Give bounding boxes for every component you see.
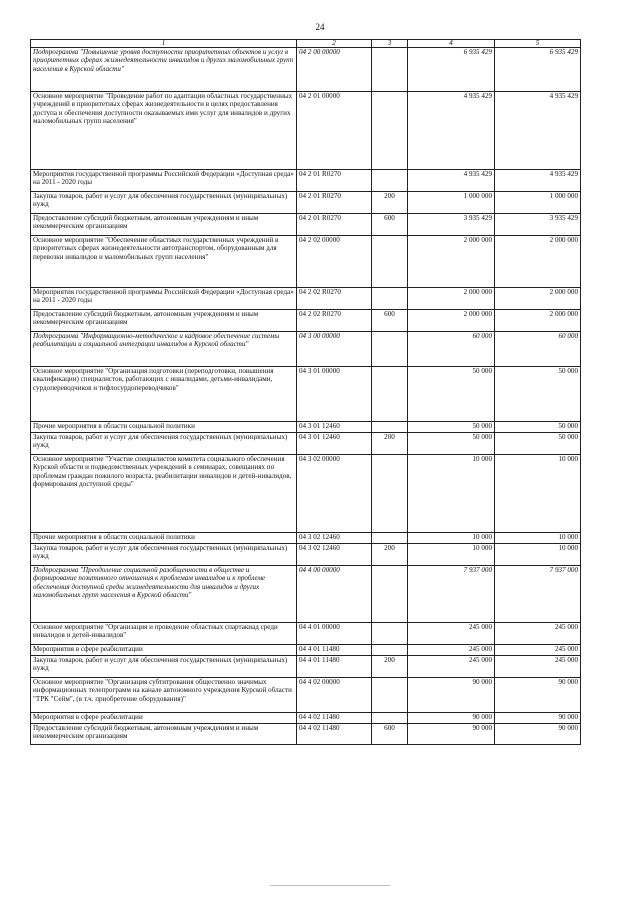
row-amount-2: 6 935 429 [495, 48, 581, 92]
row-amount-2: 1 000 000 [495, 192, 581, 214]
row-amount-2: 50 000 [495, 433, 581, 455]
row-name: Основное мероприятие "Проведение работ по адаптации областных государственных учреждений в приоритетных сферах жизнедеятельности в целях предоставления доступа и обеспечения доступности оказываемых ими услуг для инвалидов и других маломобильных групп населения" [31, 92, 297, 170]
row-code: 04 4 01 11480 [297, 656, 372, 678]
row-name: Основное мероприятие "Организация субтитрования общественно значимых информационных телепрограмм на канале автономного учреждения Курской области "ТРК "Сейм", (в т.ч. приобретение оборудования)" [31, 678, 297, 713]
row-code: 04 4 02 00000 [297, 678, 372, 713]
row-amount-1: 10 000 [408, 544, 495, 566]
row-amount-2: 60 000 [495, 332, 581, 367]
row-amount-1: 2 000 000 [408, 236, 495, 288]
row-expense-type: 600 [372, 310, 408, 332]
row-expense-type [372, 645, 408, 656]
row-expense-type: 200 [372, 544, 408, 566]
row-code: 04 2 01 R0270 [297, 170, 372, 192]
row-name: Прочие мероприятия в области социальной политики [31, 422, 297, 433]
row-name: Мероприятия государственной программы Российской Федерации «Доступная среда» на 2011 - 2020 годы [31, 288, 297, 310]
header-col-3: 3 [372, 40, 408, 48]
row-expense-type [372, 236, 408, 288]
table-row [31, 48, 581, 92]
row-amount-2: 4 935 429 [495, 92, 581, 170]
table-row [31, 645, 581, 656]
row-code: 04 3 01 12460 [297, 422, 372, 433]
row-amount-1: 90 000 [408, 678, 495, 713]
header-row [31, 40, 581, 48]
table-row [31, 288, 581, 310]
row-amount-1: 10 000 [408, 455, 495, 533]
table-row [31, 678, 581, 713]
table-body [31, 48, 581, 745]
row-amount-1: 90 000 [408, 713, 495, 724]
row-amount-2: 2 000 000 [495, 288, 581, 310]
row-code: 04 4 02 11480 [297, 724, 372, 745]
row-expense-type [372, 332, 408, 367]
table-row [31, 713, 581, 724]
row-amount-1: 245 000 [408, 623, 495, 645]
row-code: 04 2 00 00000 [297, 48, 372, 92]
row-code: 04 3 02 00000 [297, 455, 372, 533]
row-amount-2: 4 935 429 [495, 170, 581, 192]
row-amount-2: 2 000 000 [495, 310, 581, 332]
page-number: 24 [315, 22, 325, 32]
row-amount-1: 50 000 [408, 433, 495, 455]
table-row [31, 533, 581, 544]
table-row [31, 656, 581, 678]
row-name: Основное мероприятие "Организация и проведение областных спартакиад среди инвалидов и детей-инвалидов" [31, 623, 297, 645]
row-code: 04 3 00 00000 [297, 332, 372, 367]
table-row [31, 623, 581, 645]
row-expense-type: 600 [372, 724, 408, 745]
scan-artifact [270, 885, 390, 886]
row-code: 04 2 02 R0270 [297, 310, 372, 332]
table-row [31, 724, 581, 745]
row-code: 04 3 01 00000 [297, 367, 372, 422]
row-amount-1: 2 000 000 [408, 310, 495, 332]
row-amount-2: 90 000 [495, 724, 581, 745]
table-row [31, 544, 581, 566]
row-amount-1: 2 000 000 [408, 288, 495, 310]
row-amount-1: 60 000 [408, 332, 495, 367]
row-expense-type [372, 288, 408, 310]
row-name: Закупка товаров, работ и услуг для обеспечения государственных (муниципальных) нужд [31, 656, 297, 678]
table-row [31, 367, 581, 422]
table-row [31, 192, 581, 214]
row-code: 04 4 01 00000 [297, 623, 372, 645]
row-code: 04 4 00 00000 [297, 566, 372, 623]
row-amount-1: 245 000 [408, 656, 495, 678]
row-expense-type [372, 623, 408, 645]
row-name: Предоставление субсидий бюджетным, автономным учреждениям и иным некоммерческим организациям [31, 310, 297, 332]
header-col-2: 2 [297, 40, 372, 48]
row-name: Мероприятия в сфере реабилитации [31, 713, 297, 724]
row-expense-type: 200 [372, 192, 408, 214]
table-row [31, 332, 581, 367]
row-code: 04 2 02 00000 [297, 236, 372, 288]
header-col-1: 1 [31, 40, 297, 48]
row-name: Мероприятия в сфере реабилитации [31, 645, 297, 656]
row-name: Подпрограмма "Преодоление социальной разобщенности в обществе и формирование позитивного отношения к проблемам инвалидов и к проблеме обеспечения доступной среды жизнедеятельности для инвалидов и других маломобильных групп населения в Курской области" [31, 566, 297, 623]
header-col-5: 5 [495, 40, 581, 48]
table-row [31, 170, 581, 192]
row-code: 04 3 02 12460 [297, 533, 372, 544]
row-amount-1: 3 935 429 [408, 214, 495, 236]
row-name: Предоставление субсидий бюджетным, автономным учреждениям и иным некоммерческим организациям [31, 214, 297, 236]
row-amount-2: 245 000 [495, 656, 581, 678]
row-amount-2: 90 000 [495, 678, 581, 713]
row-name: Закупка товаров, работ и услуг для обеспечения государственных (муниципальных) нужд [31, 544, 297, 566]
row-expense-type: 200 [372, 433, 408, 455]
row-expense-type [372, 566, 408, 623]
row-code: 04 2 01 R0270 [297, 192, 372, 214]
row-amount-1: 10 000 [408, 533, 495, 544]
row-expense-type [372, 170, 408, 192]
row-amount-1: 4 935 429 [408, 170, 495, 192]
row-code: 04 2 01 00000 [297, 92, 372, 170]
table-row [31, 214, 581, 236]
row-code: 04 3 02 12460 [297, 544, 372, 566]
row-name: Основное мероприятие "Организация подготовки (переподготовки, повышения квалификации) специалистов, работающих с инвалидами, детьми-инвалидами, сурдопереводчиков и тифлосурдопереводчиков" [31, 367, 297, 422]
row-expense-type [372, 367, 408, 422]
table-row [31, 455, 581, 533]
row-code: 04 2 02 R0270 [297, 288, 372, 310]
row-amount-2: 10 000 [495, 455, 581, 533]
row-amount-1: 6 935 429 [408, 48, 495, 92]
row-name: Основное мероприятие "Обеспечение областных государственных учреждений в приоритетных сферах жизнедеятельности автотранспортом, оборудованным для перевозки инвалидов и маломобильных групп населения" [31, 236, 297, 288]
row-amount-1: 4 935 429 [408, 92, 495, 170]
row-amount-1: 7 937 000 [408, 566, 495, 623]
row-amount-2: 3 935 429 [495, 214, 581, 236]
row-name: Основное мероприятие "Участие специалистов комитета социального обеспечения Курской области и подведомственных учреждений в семинарах, совещаниях по проблемам граждан пожилого возраста, реабилитации инвалидов и детей-инвалидов, формирования доступной среды" [31, 455, 297, 533]
row-expense-type [372, 92, 408, 170]
row-amount-2: 10 000 [495, 533, 581, 544]
table-row [31, 422, 581, 433]
row-amount-2: 245 000 [495, 623, 581, 645]
table-row [31, 236, 581, 288]
table-row [31, 310, 581, 332]
budget-table [30, 39, 581, 745]
row-expense-type [372, 422, 408, 433]
row-amount-1: 90 000 [408, 724, 495, 745]
row-name: Мероприятия государственной программы Российской Федерации «Доступная среда» на 2011 - 2020 годы [31, 170, 297, 192]
row-amount-1: 50 000 [408, 422, 495, 433]
row-amount-2: 2 000 000 [495, 236, 581, 288]
row-code: 04 2 01 R0270 [297, 214, 372, 236]
row-name: Подпрограмма "Информационно-методическое и кадровое обеспечение системы реабилитации и социальной интеграции инвалидов в Курской области" [31, 332, 297, 367]
table-row [31, 92, 581, 170]
row-name: Прочие мероприятия в области социальной политики [31, 533, 297, 544]
row-amount-2: 10 000 [495, 544, 581, 566]
row-expense-type [372, 48, 408, 92]
row-expense-type: 600 [372, 214, 408, 236]
row-amount-1: 50 000 [408, 367, 495, 422]
header-col-4: 4 [408, 40, 495, 48]
row-amount-2: 50 000 [495, 367, 581, 422]
row-amount-1: 1 000 000 [408, 192, 495, 214]
row-amount-2: 245 000 [495, 645, 581, 656]
row-code: 04 4 01 11480 [297, 645, 372, 656]
row-name: Закупка товаров, работ и услуг для обеспечения государственных (муниципальных) нужд [31, 433, 297, 455]
row-amount-2: 90 000 [495, 713, 581, 724]
row-code: 04 4 02 11480 [297, 713, 372, 724]
row-amount-2: 50 000 [495, 422, 581, 433]
table-row [31, 566, 581, 623]
row-code: 04 3 01 12460 [297, 433, 372, 455]
row-amount-1: 245 000 [408, 645, 495, 656]
row-name: Подпрограмма "Повышение уровня доступности приоритетных объектов и услуг в приоритетных сферах жизнедеятельности инвалидов и других маломобильных групп населения в Курской области" [31, 48, 297, 92]
table-row [31, 433, 581, 455]
row-name: Закупка товаров, работ и услуг для обеспечения государственных (муниципальных) нужд [31, 192, 297, 214]
row-expense-type [372, 455, 408, 533]
row-expense-type [372, 678, 408, 713]
row-expense-type [372, 713, 408, 724]
row-expense-type: 200 [372, 656, 408, 678]
row-amount-2: 7 937 000 [495, 566, 581, 623]
row-name: Предоставление субсидий бюджетным, автономным учреждениям и иным некоммерческим организациям [31, 724, 297, 745]
row-expense-type [372, 533, 408, 544]
